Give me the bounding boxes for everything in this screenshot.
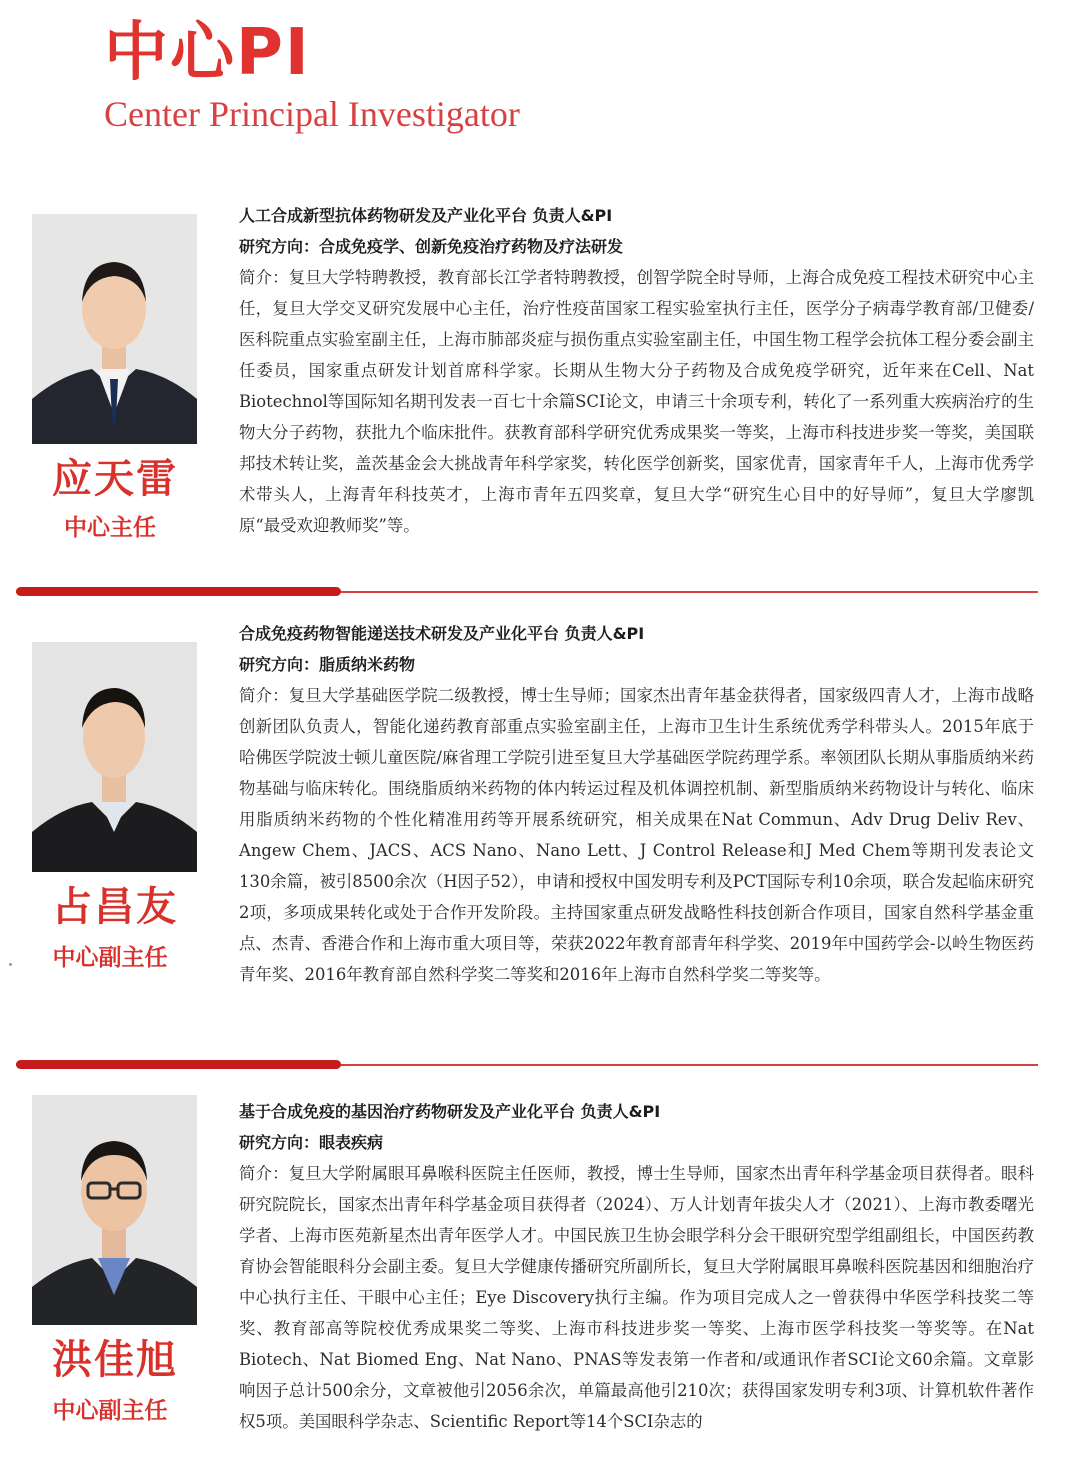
platform-title: 人工合成新型抗体药物研发及产业化平台 负责人&PI — [239, 206, 613, 225]
page-subtitle: Center Principal Investigator — [104, 94, 520, 134]
research-direction: 研究方向：眼表疾病 — [239, 1133, 384, 1152]
pi-role: 中心副主任 — [52, 1398, 168, 1424]
pi-name: 洪佳旭 — [52, 1337, 178, 1383]
profile-text — [239, 618, 1034, 990]
stray-mark — [9, 963, 12, 966]
research-direction: 研究方向：合成免疫学、创新免疫治疗药物及疗法研发 — [239, 237, 624, 256]
bio-text: 简介：复旦大学附属眼耳鼻喉科医院主任医师，教授，博士生导师，国家杰出青年科学基金项目获得者。眼科研究院院长，国家杰出青年科学基金项目获得者（2024）、万人计划青年拔尖人才（2021）、上海市教委曙光学者、上海市医苑新星杰出青年医学人才。中国民族卫生协会眼学科分会干眼研究型学组副组长，中国医药教育协会智能眼科分会副主委。复旦大学健康传播研究所副所长，复旦大学附属眼耳鼻喉科医院基因和细胞治疗中心执行主任、干眼中心主任；Eye Discovery执行主编。作为项目完成人之一曾获得中华医学科技奖二等奖、教育部高等院校优秀成果奖二等奖、上海市科技进步奖一等奖、上海市医学科技奖一等奖等。在Nat Biotech、Nat Biomed Eng、Nat Nano、PNAS等发表第一作者和/或通讯作者SCI论文60余篇。文章影响因子总计500余分，文章被他引2056余次，单篇最高他引210次；获得国家发明专利3项、计算机软件著作权5项。美国眼科学杂志、Scientific Report等14个SCI杂志的 — [239, 1164, 1034, 1431]
bio-text: 简介：复旦大学基础医学院二级教授，博士生导师；国家杰出青年基金获得者，国家级四青人才，上海市战略创新团队负责人，智能化递药教育部重点实验室副主任，上海市卫生计生系统优秀学科带头人。2015年底于哈佛医学院波士顿儿童医院/麻省理工学院引进至复旦大学基础医学院药理学系。率领团队长期从事脂质纳米药物基础与临床转化。围绕脂质纳米药物的体内转运过程及机体调控机制、新型脂质纳米药物设计与转化、临床用脂质纳米药物的个性化精准用药等开展系统研究，相关成果在Nat Commun、Adv Drug Deliv Rev、Angew Chem、JACS、ACS Nano、Nano Lett、J Control Release和J Med Chem等期刊发表论文130余篇，被引8500余次（H因子52），申请和授权中国发明专利及PCT国际专利10余项，联合发起临床研究2项，多项成果转化或处于合作开发阶段。主持国家重点研发战略性科技创新合作项目，国家自然科学基金重点、杰青、香港合作和上海市重大项目等，荣获2022年教育部青年科学奖、2019年中国药学会-以岭生物医药青年奖、2016年教育部自然科学奖二等奖和2016年上海市自然科学奖二等奖等。 — [239, 686, 1034, 984]
profile-text — [239, 200, 1034, 541]
pi-role: 中心副主任 — [52, 945, 168, 971]
section-divider — [16, 1060, 1038, 1070]
portrait-photo — [32, 642, 197, 872]
portrait-photo — [32, 214, 197, 444]
platform-title: 合成免疫药物智能递送技术研发及产业化平台 负责人&PI — [239, 624, 645, 643]
portrait-photo — [32, 1095, 197, 1325]
page-title: 中心PI — [104, 16, 311, 90]
pi-name: 应天雷 — [52, 456, 178, 502]
profile-text — [239, 1096, 1034, 1437]
pi-role: 中心主任 — [64, 515, 156, 541]
pi-name: 占昌友 — [52, 884, 178, 930]
section-divider — [16, 587, 1038, 597]
platform-title: 基于合成免疫的基因治疗药物研发及产业化平台 负责人&PI — [239, 1102, 661, 1121]
research-direction: 研究方向：脂质纳米药物 — [239, 655, 416, 674]
bio-text: 简介：复旦大学特聘教授，教育部长江学者特聘教授，创智学院全时导师，上海合成免疫工程技术研究中心主任，复旦大学交叉研究发展中心主任，治疗性疫苗国家工程实验室执行主任，医学分子病毒学教育部/卫健委/医科院重点实验室副主任，上海市肺部炎症与损伤重点实验室副主任，中国生物工程学会抗体工程分委会副主任委员，国家重点研发计划首席科学家。长期从生物大分子药物及合成免疫学研究，近年来在Cell、Nat Biotechnol等国际知名期刊发表一百七十余篇SCI论文，申请三十余项专利，转化了一系列重大疾病治疗的生物大分子药物，获批九个临床批件。获教育部科学研究优秀成果奖一等奖，上海市科技进步奖一等奖，美国联邦技术转让奖，盖茨基金会大挑战青年科学家奖，转化医学创新奖，国家优青，国家青年千人，上海市优秀学术带头人，上海青年科技英才，上海市青年五四奖章，复旦大学“研究生心目中的好导师”，复旦大学廖凯原“最受欢迎教师奖”等。 — [239, 268, 1034, 535]
